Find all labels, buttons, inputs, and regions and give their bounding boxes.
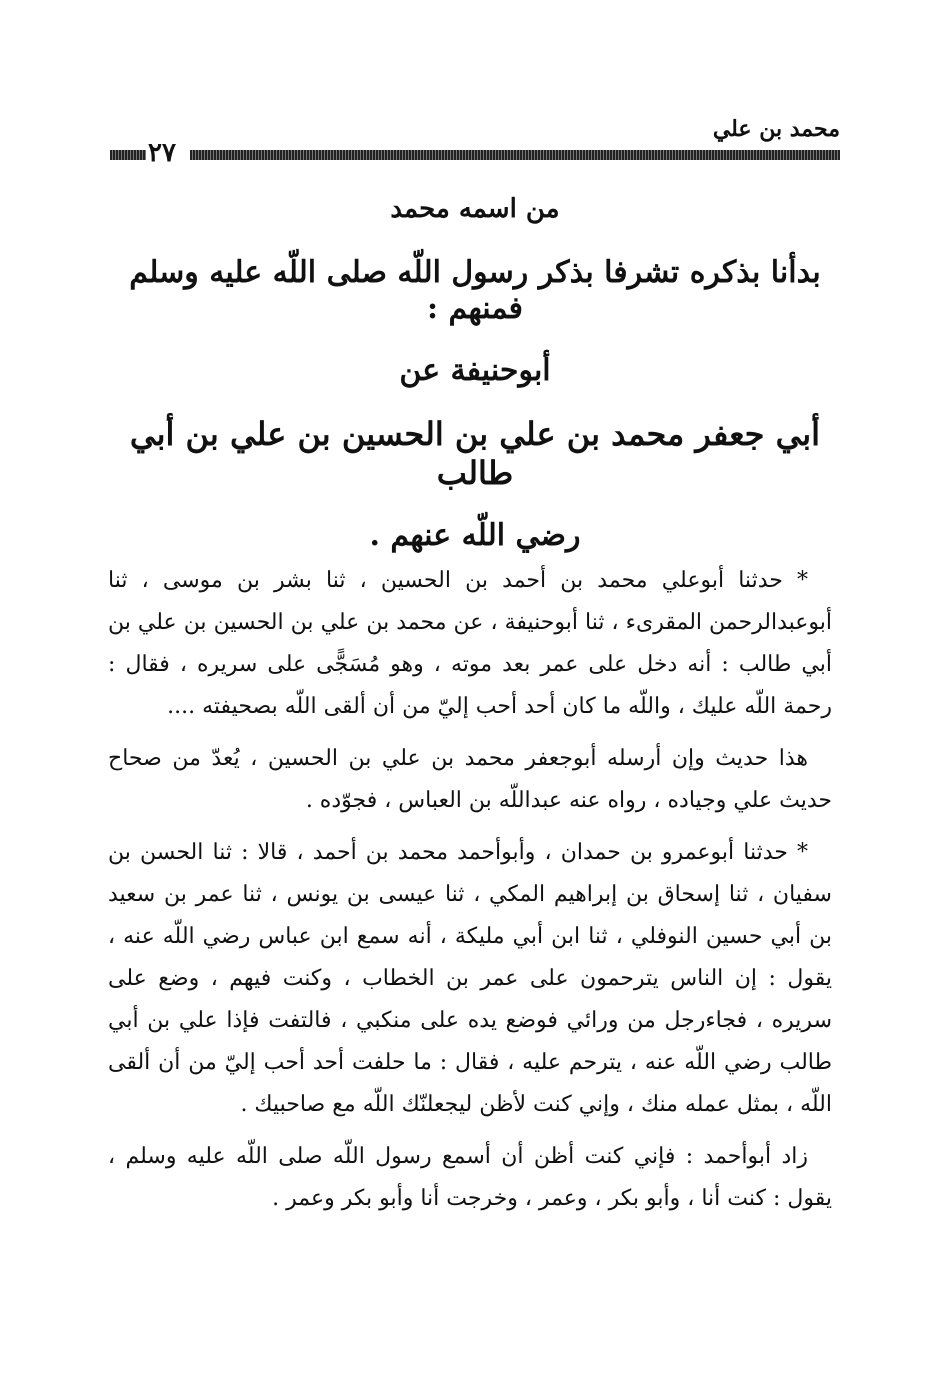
paragraph: * حدثنا أبوعمرو بن حمدان ، وأبوأحمد محمد بن أحمد ، قالا : ثنا الحسن بن سفيان ، ثنا إسحاق بن إبراهيم المكي ، ثنا عيسى بن يونس ، ثنا عمر بن سعيد بن أبي حسين النوفلي ، ثنا ابن أبي مليكة ، أنه سمع ابن عباس رضي اللّه عنه ، يقول : إن الناس يترحمون على عمر بن الخطاب ، وكنت فيهم ، وضع على سريره ، فجاءرجل من ورائي فوضع يده على منكبي ، فالتفت فإذا علي بن أبي طالب رضي اللّه عنه ، يترحم عليه ، فقال : ما حلفت أحد أحب إليّ من أن ألقى اللّه ، بمثل عمله منك ، وإني كنت لأظن ليجعلنّك اللّه مع صاحبيك . xyxy=(108,840,832,1117)
heading-line: من اسمه محمد xyxy=(390,194,560,224)
paragraph: زاد أبوأحمد : فإني كنت أظن أن أسمع رسول اللّه صلى اللّه عليه وسلم ، يقول : كنت أنا ، وأبو بكر ، وعمر ، وخرجت أنا وأبو بكر وعمر . xyxy=(108,1144,832,1211)
running-header xyxy=(110,116,840,168)
paragraph: هذا حديث وإن أرسله أبوجعفر محمد بن علي بن الحسين ، يُعدّ من صحاح حديث علي وجياده ، رواه عنه عبداللّه بن العباس ، فجوّده . xyxy=(108,746,832,813)
page-number: ٢٧ xyxy=(148,138,176,168)
paragraph: * حدثنا أبوعلي محمد بن أحمد بن الحسين ، ثنا بشر بن موسى ، ثنا أبوعبدالرحمن المقرىء ، ثنا أبوحنيفة ، عن محمد بن علي بن الحسين بن علي بن أبي طالب : أنه دخل على عمر بعد موته ، وهو مُسَجًّى على سريره ، فقال : رحمة اللّه عليك ، واللّه ما كان أحد أحب إليّ من أن ألقى اللّه بصحيفته .... xyxy=(108,568,832,719)
heading-line: رضي اللّه عنهم . xyxy=(369,517,581,553)
header-rule xyxy=(190,150,840,160)
running-title: محمد بن علي xyxy=(712,116,840,142)
heading-line: أبي جعفر محمد بن علي بن الحسين بن علي بن أبي طالب xyxy=(129,415,821,492)
heading-line: بدأنا بذكره تشرفا بذكر رسول اللّه صلى اللّه عليه وسلم فمنهم : xyxy=(129,255,821,327)
heading-line: أبوحنيفة عن xyxy=(399,353,551,389)
header-rule-short xyxy=(110,150,146,160)
section-heading xyxy=(110,180,840,554)
body-text xyxy=(108,560,832,1230)
